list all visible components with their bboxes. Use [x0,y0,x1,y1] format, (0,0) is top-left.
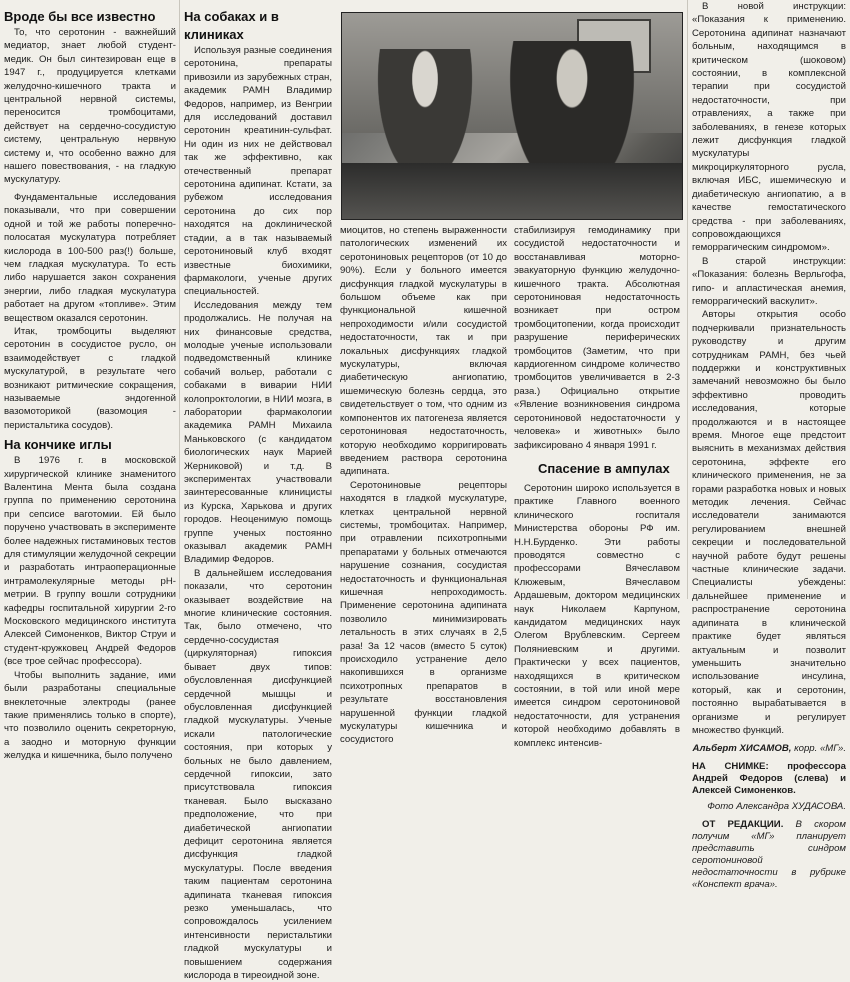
paragraph: Чтобы выполнить задание, ими были разработаны специальные внеклеточные электроды (ранее такие применялись только в спорте), что позволило оценить секреторную, а заодно и моторную функции желудка и кишечника, было получено [4,669,176,762]
editor-note-label: ОТ РЕДАКЦИИ. [702,819,784,831]
section-heading: На кончике иглы [4,437,112,453]
paragraph: В дальнейшем исследования показали, что серотонин оказывает воздействие на многие клинические состояния. Так, было отмечено, что сердечно-сосудистая (циркуляторная) гипоксия бывает двух типов: обусловленная дисфункцией сердечной мышцы и обусловленная дисфункцией гладкой мускулатуры. Ученые искали патологические состояния, при которых у больных не было давлением, сердечной гипоксии, зато присутствовала гипоксия тканевая. Было высказано предположение, что при диабетической ангиопатии дефицит серотонина является дисфункция гладкой мускулатуры. После введения таким пациентам серотонина адипината тканевая гипоксия резко уменьшалась, что сопровождалось усилением интенсивности перистальтики гладкой мускулатуры и повышением содержания кислорода в тиреоидной зоне. [184,567,332,982]
caption-label: НА СНИМКЕ: [692,761,769,773]
paragraph: Серотониновые рецепторы находятся в гладкой мускулатуре, клетках центральной нервной системы, тромбоцитах. Например, при отравлении психотропными препаратами у больных отмечаются нарушение сознания, сосудистая недостаточность и функциональная кишечная непроходимость. Применение серотонина адипината позволило минимизировать летальность в этих случаях в 2,5 раза! За 12 часов (вместо 5 суток) происходило устранение дело накопившихся в организме психотропных препаратов в результате восстановления нарушенной функции гладкой мускулатуры кишечника и сосудистого [340,479,507,746]
section-heading: На собаках и в клиниках [184,9,279,42]
paragraph: Исследования между тем продолжались. Не получая на них финансовые средства, молодые ученые использовали подведомственный клинике собачий вольер, работали с собаками в виварии НИИ колопроктологии, в НИИ мозга, в лаборатории фармакологии академика РАМН Михаила Маньковского (с кандидатом биологических наук Марией Жерниковой) и т.д. В экспериментах участвовали заинтересованные клиницисты из Курска, Харькова и других городов. Неоценимую помощь группе ученых постоянно оказывал академик РАМН Владимир Федоров. [184,299,332,566]
photo-desk [342,163,682,219]
section-heading: Спасение в ампулах [538,460,670,476]
paragraph: То, что серотонин - важнейший медиатор, знает любой студент-медик. Он был синтезирован еще в 1947 г., продуцируется клетками желудочно-кишечного тракта и центральной нервной системы, переносится тромбоцитами, действует на сердечно-сосудистую систему, центральную нервную систему и, что особенно важно для нашего повествования, - на гладкую мускулатуру. [4,27,176,186]
section-heading: Вроде бы все известно [4,9,156,24]
paragraph: стабилизируя гемодинамику при сосудистой недостаточности и восстанавливая моторно-эвакуаторную функцию желудочно-кишечного тракта. Абсолютная серотониновая недостаточность возникает при остром тромбоцитопении, когда происходит разрушение периферических тромбоцитов (Заметим, что при кардиогенном синдроме количество тромбоцитов увеличивается в 2-3 раза.) Официально открытие «Явление возникновения синдрома серотониновой недостаточности у человека» и животных» было зафиксировано 4 января 1991 г. [514,225,680,451]
editor-note [692,819,846,891]
caption-text: профессора Андрей Федоров (слева) и Алексей Симоненков. [692,761,846,797]
photo-caption [692,761,846,797]
column-2 [184,0,332,982]
paragraph: Серотонин широко используется в практике Главного военного клинического госпиталя Министерства обороны РФ им. Н.Н.Бурденко. Эти работы проводятся совместно с профессорами Вячеславом Клюжевым, Вячеславом Ардашевым, доктором медицинских наук Николаем Карпуном, кандидатом медицинских наук Олегом Врублевским. Сергеем Поляниевским и другими. Практически у всех пациентов, находящихся в критическом состоянии, в той или иной мере имеется синдром серотониновой недостаточности, для устранения которой необходимо добавлять в комплекс интенсив- [514,482,680,749]
paragraph: Используя разные соединения серотонина, препараты привозили из зарубежных стран, академик РАМН Владимир Федоров, например, из Венгрии для исследований доставил серотонин креатинин-сульфат. Ни один из них не действовал так же эффективно, как отечественный препарат серотонина адипинат. Кстати, за рубежом исследования серотонина до сих пор находятся на доклинической стадии, а в так называемый серотониновый клуб входят известные биохимики, фармакологи, ученые других специальностей. [184,45,332,298]
paragraph: Итак, тромбоциты выделяют серотонин в сосудистое русло, он взаимодействует с гладкой мускулатурой, в результате чего возникают ритмические сокращения, называемые эндогенной вазомоторикой (вазомоция - перистальтика сосудов). [4,325,176,431]
author-name: Альберт ХИСАМОВ, [692,743,792,755]
editor-note-text: В скором получим «МГ» планирует представить синдром серотониновой недостаточности в рубрике «Конспект врача». [692,819,846,891]
paragraph: В старой инструкции: «Показания: болезнь Верльгофа, гипо- и апластическая анемия, геморрагический васкулит». [692,255,846,307]
paragraph: В новой инструкции: «Показания к применению. Серотонина адипинат назначают больным, находящимся в критическом (шоковом) состоянии, в комплексной терапии при сосудистой недостаточности, при отравлениях, а также при заболеваниях, в генезе которых лежит дисфункция гладкой мускулатуры микроциркуляторного русла, включая ИБС, ишемическую и диабетическую ангиопатию, а в качестве гемостатического средства - при заболеваниях, сопровождающихся геморрагическим синдромом». [692,1,846,254]
column-rule [687,0,688,599]
paragraph: миоцитов, но степень выраженности патологических изменений их серотониновых рецепторов (от 10 до 90%). Если у больного имеется дисфункция гладкой мускулатуры в большом объеме как при функциональной кишечной непроходимости и/или сосудистой недостаточности, так и при локальных дисфункциях гладкой мускулатуры, включая диабетическую ангиопатию, ишемическую болезнь сердца, это свидетельствует о том, что одним из компонентов их патогенеза является серотониновая недостаточность, которую необходимо корригировать введением раствора серотонина адипината. [340,225,507,478]
column-rule [179,0,180,599]
paragraph: Авторы открытия особо подчеркивали признательность руководству и другим сотрудникам РАМН, без чьей поддержки и конструктивных замечаний невозможно бы было эффективно проводить исследования, которые продолжаются и в настоящее время. Многое еще предстоит выяснить в механизмах действия серотонина, эффекте его клинического применения, не за горами разработка новых и новых методик лечения. Сейчас исследователи занимаются регулированием внешней секреции и последовательной научной работе будут решены частные клинические задачи. Специалисты убеждены: дальнейшее применение и распространение серотонина адипината в клинической практике будет являться актуальным и позволит уменьшить значительно использование инсулина, который, как и серотонин, постоянно вырабатывается в организме и регулирует множество функций. [692,309,846,736]
paragraph: Фундаментальные исследования показывали, что при совершении одной и той же работы поперечно-полосатая мускулатура потребляет кислорода в 100-500 раз(!) больше, чем гладкая мускулатура. То есть либо нарушается закон сохранения энергии, либо гладкая мускулатура работает на другом «топливе». Этим веществом оказался серотонин. [4,191,176,324]
column-3 [340,224,507,746]
article-photo [341,12,683,220]
photo-credit: Фото Александра ХУДАСОВА. [707,801,846,813]
paragraph: В 1976 г. в московской хирургической клинике знаменитого Валентина Мента была создана группа по применению серотонина при сепсисе ваготомии. Ей было поручено участвовать в эксперименте более надежных гистаминовых тестов для стимуляции желудочной секреции и разработать интраоперационные интрамолекулярные методы pH-метрии. В группу вошли сотрудники кафедры госпитальной хирургии 2-го Московского медицинского института Алексей Симоненков, Виктор Струи и студент-кружковец Андрей Федоров (все трое сейчас профессора). [4,455,176,668]
column-1 [4,0,176,762]
author-role: корр. «МГ». [794,743,846,755]
column-5 [692,0,846,891]
column-4 [514,224,680,749]
byline [692,743,846,755]
